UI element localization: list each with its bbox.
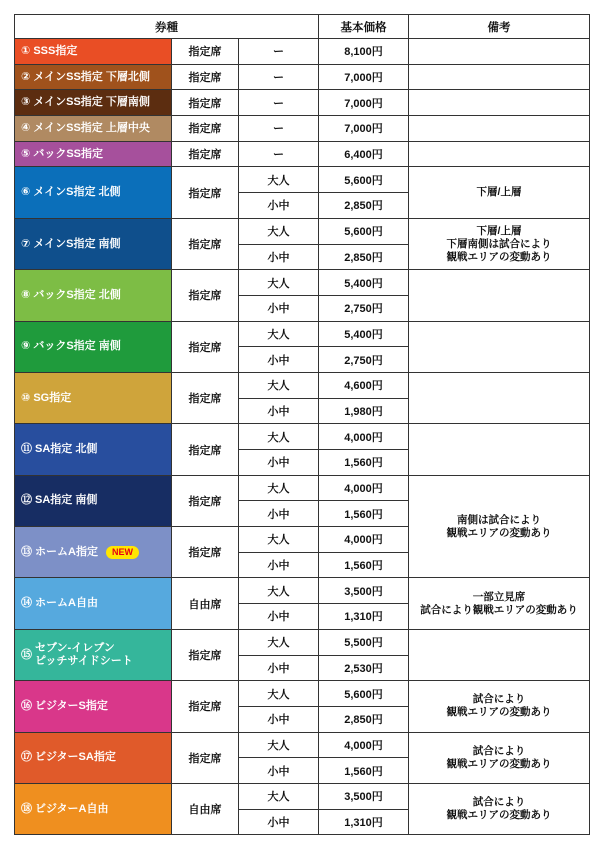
seat-type: 指定席 [172,270,239,321]
header-remarks: 備考 [409,15,590,39]
ticket-number: ⑩ [21,391,31,404]
ticket-name-cell [15,90,172,116]
remarks-cell [409,141,590,167]
remarks-cell [409,90,590,116]
ticket-name-cell [15,270,172,321]
age-category: ー [239,90,319,116]
price: 5,600円 [319,218,409,244]
price: 5,600円 [319,681,409,707]
age-category: 小中 [239,809,319,835]
ticket-name: SG指定 [33,391,72,404]
table-row [15,270,590,296]
ticket-name-cell [15,116,172,142]
age-category: 大人 [239,578,319,604]
ticket-name: メインS指定 南側 [33,237,121,250]
ticket-name-cell [15,527,172,578]
ticket-number: ⑰ [21,751,32,764]
age-category: 小中 [239,552,319,578]
seat-type: 指定席 [172,372,239,423]
seat-type: 指定席 [172,527,239,578]
ticket-name: ビジターA自由 [35,802,109,815]
table-row [15,475,590,501]
ticket-name: ビジターSA指定 [35,751,116,764]
price: 2,850円 [319,706,409,732]
ticket-name: SA指定 南側 [35,494,98,507]
ticket-number: ⑮ [21,648,32,661]
price: 1,560円 [319,450,409,476]
ticket-name-cell [15,372,172,423]
price: 7,000円 [319,116,409,142]
age-category: 小中 [239,398,319,424]
remarks-cell [409,270,590,321]
ticket-name-cell [15,321,172,372]
seat-type: 指定席 [172,475,239,526]
ticket-number: ⑯ [21,699,32,712]
table-row [15,116,590,142]
seat-type: 指定席 [172,90,239,116]
age-category: 大人 [239,527,319,553]
price: 4,000円 [319,424,409,450]
table-row [15,141,590,167]
seat-type: 指定席 [172,64,239,90]
ticket-name-cell [15,218,172,269]
ticket-name: ホームA指定 [35,545,98,558]
price: 2,530円 [319,655,409,681]
age-category: 大人 [239,783,319,809]
ticket-name-cell [15,64,172,90]
age-category: 大人 [239,372,319,398]
ticket-number: ③ [21,96,31,109]
age-category: 大人 [239,424,319,450]
ticket-price-table [14,14,590,835]
ticket-number: ⑥ [21,186,31,199]
age-category: 小中 [239,706,319,732]
table-row [15,783,590,809]
new-badge: NEW [106,546,139,559]
ticket-name-cell [15,424,172,475]
ticket-number: ⑱ [21,802,32,815]
ticket-name: バックS指定 北側 [33,288,121,301]
age-category: 大人 [239,218,319,244]
age-category: ー [239,141,319,167]
price: 4,000円 [319,527,409,553]
age-category: ー [239,39,319,65]
table-row [15,64,590,90]
age-category: 小中 [239,347,319,373]
seat-type: 指定席 [172,424,239,475]
price: 1,560円 [319,552,409,578]
remarks-cell [409,629,590,680]
ticket-table-body [15,39,590,835]
price: 7,000円 [319,90,409,116]
seat-type: 自由席 [172,783,239,834]
ticket-number: ① [21,44,31,57]
seat-type: 指定席 [172,321,239,372]
remarks-text: 南側は試合により 観戦エリアの変動あり [446,513,552,539]
table-row [15,218,590,244]
ticket-name-cell [15,681,172,732]
table-row [15,629,590,655]
ticket-name: セブン-イレブン ピッチサイドシート [35,642,133,667]
age-category: 大人 [239,629,319,655]
ticket-number: ⑨ [21,340,31,353]
remarks-text: 一部立見席 試合により観戦エリアの変動あり [420,590,578,616]
ticket-number: ⑦ [21,237,31,250]
price: 4,600円 [319,372,409,398]
ticket-name-cell [15,39,172,65]
price: 3,500円 [319,783,409,809]
price: 5,400円 [319,270,409,296]
seat-type: 指定席 [172,141,239,167]
price: 1,560円 [319,758,409,784]
age-category: 大人 [239,167,319,193]
remarks-cell [409,732,590,783]
ticket-name: メインSS指定 上層中央 [33,121,150,134]
price: 5,600円 [319,167,409,193]
price: 6,400円 [319,141,409,167]
age-category: 大人 [239,732,319,758]
table-row [15,167,590,193]
price: 2,750円 [319,295,409,321]
age-category: 大人 [239,270,319,296]
remarks-cell [409,321,590,372]
remarks-text: 下層/上層 下層南側は試合により 観戦エリアの変動あり [446,224,552,263]
header-ticket-type: 券種 [15,15,319,39]
remarks-cell [409,578,590,629]
price: 1,980円 [319,398,409,424]
price: 5,500円 [319,629,409,655]
ticket-name: SA指定 北側 [35,443,98,455]
ticket-name-cell [15,732,172,783]
ticket-number: ⑫ [21,494,32,507]
remarks-cell [409,39,590,65]
seat-type: 指定席 [172,681,239,732]
remarks-text: 試合により 観戦エリアの変動あり [446,693,552,719]
ticket-name-cell [15,475,172,526]
table-row [15,39,590,65]
ticket-name-cell [15,629,172,680]
ticket-number: ⑭ [21,597,32,610]
remarks-cell [409,167,590,218]
age-category: 大人 [239,681,319,707]
price: 1,310円 [319,604,409,630]
seat-type: 指定席 [172,167,239,218]
remarks-text: 試合により 観戦エリアの変動あり [446,744,552,770]
ticket-number: ② [21,70,31,83]
table-row [15,424,590,450]
price: 3,500円 [319,578,409,604]
seat-type: 指定席 [172,116,239,142]
ticket-number: ⑤ [21,147,31,160]
ticket-number: ⑧ [21,288,31,301]
ticket-name: ビジターS指定 [35,699,108,712]
age-category: 大人 [239,475,319,501]
ticket-name-cell [15,141,172,167]
price: 5,400円 [319,321,409,347]
seat-type: 指定席 [172,39,239,65]
ticket-name: SSS指定 [33,44,78,57]
seat-type: 自由席 [172,578,239,629]
table-row [15,90,590,116]
remarks-cell [409,475,590,578]
table-row [15,372,590,398]
price: 7,000円 [319,64,409,90]
ticket-name: ホームA自由 [35,597,98,610]
seat-type: 指定席 [172,732,239,783]
table-row [15,321,590,347]
table-row [15,578,590,604]
remarks-cell [409,116,590,142]
ticket-name-cell [15,167,172,218]
ticket-name: メインSS指定 下層北側 [33,70,150,83]
seat-type: 指定席 [172,218,239,269]
ticket-number: ⑬ [21,545,32,558]
remarks-text: 下層/上層 [476,186,522,199]
table-row [15,681,590,707]
ticket-name-cell [15,578,172,629]
price: 1,310円 [319,809,409,835]
table-header-row [15,15,590,39]
remarks-cell [409,424,590,475]
age-category: 小中 [239,758,319,784]
remarks-cell [409,372,590,423]
ticket-name: バックS指定 南側 [33,340,121,353]
age-category: 小中 [239,655,319,681]
ticket-name: メインS指定 北側 [33,186,121,199]
age-category: 小中 [239,295,319,321]
age-category: ー [239,116,319,142]
price: 4,000円 [319,732,409,758]
price: 2,750円 [319,347,409,373]
age-category: 小中 [239,193,319,219]
ticket-name: メインSS指定 下層南側 [33,96,150,109]
age-category: ー [239,64,319,90]
price: 8,100円 [319,39,409,65]
price: 4,000円 [319,475,409,501]
ticket-name: バックSS指定 [33,147,104,160]
remarks-cell [409,218,590,269]
price: 2,850円 [319,244,409,270]
remarks-cell [409,783,590,834]
ticket-number: ⑪ [21,443,32,455]
age-category: 小中 [239,501,319,527]
header-base-price: 基本価格 [319,15,409,39]
age-category: 小中 [239,604,319,630]
age-category: 大人 [239,321,319,347]
remarks-cell [409,64,590,90]
ticket-number: ④ [21,121,31,134]
price: 1,560円 [319,501,409,527]
price: 2,850円 [319,193,409,219]
age-category: 小中 [239,450,319,476]
age-category: 小中 [239,244,319,270]
seat-type: 指定席 [172,629,239,680]
table-row [15,732,590,758]
remarks-cell [409,681,590,732]
ticket-name-cell [15,783,172,834]
remarks-text: 試合により 観戦エリアの変動あり [446,796,552,822]
